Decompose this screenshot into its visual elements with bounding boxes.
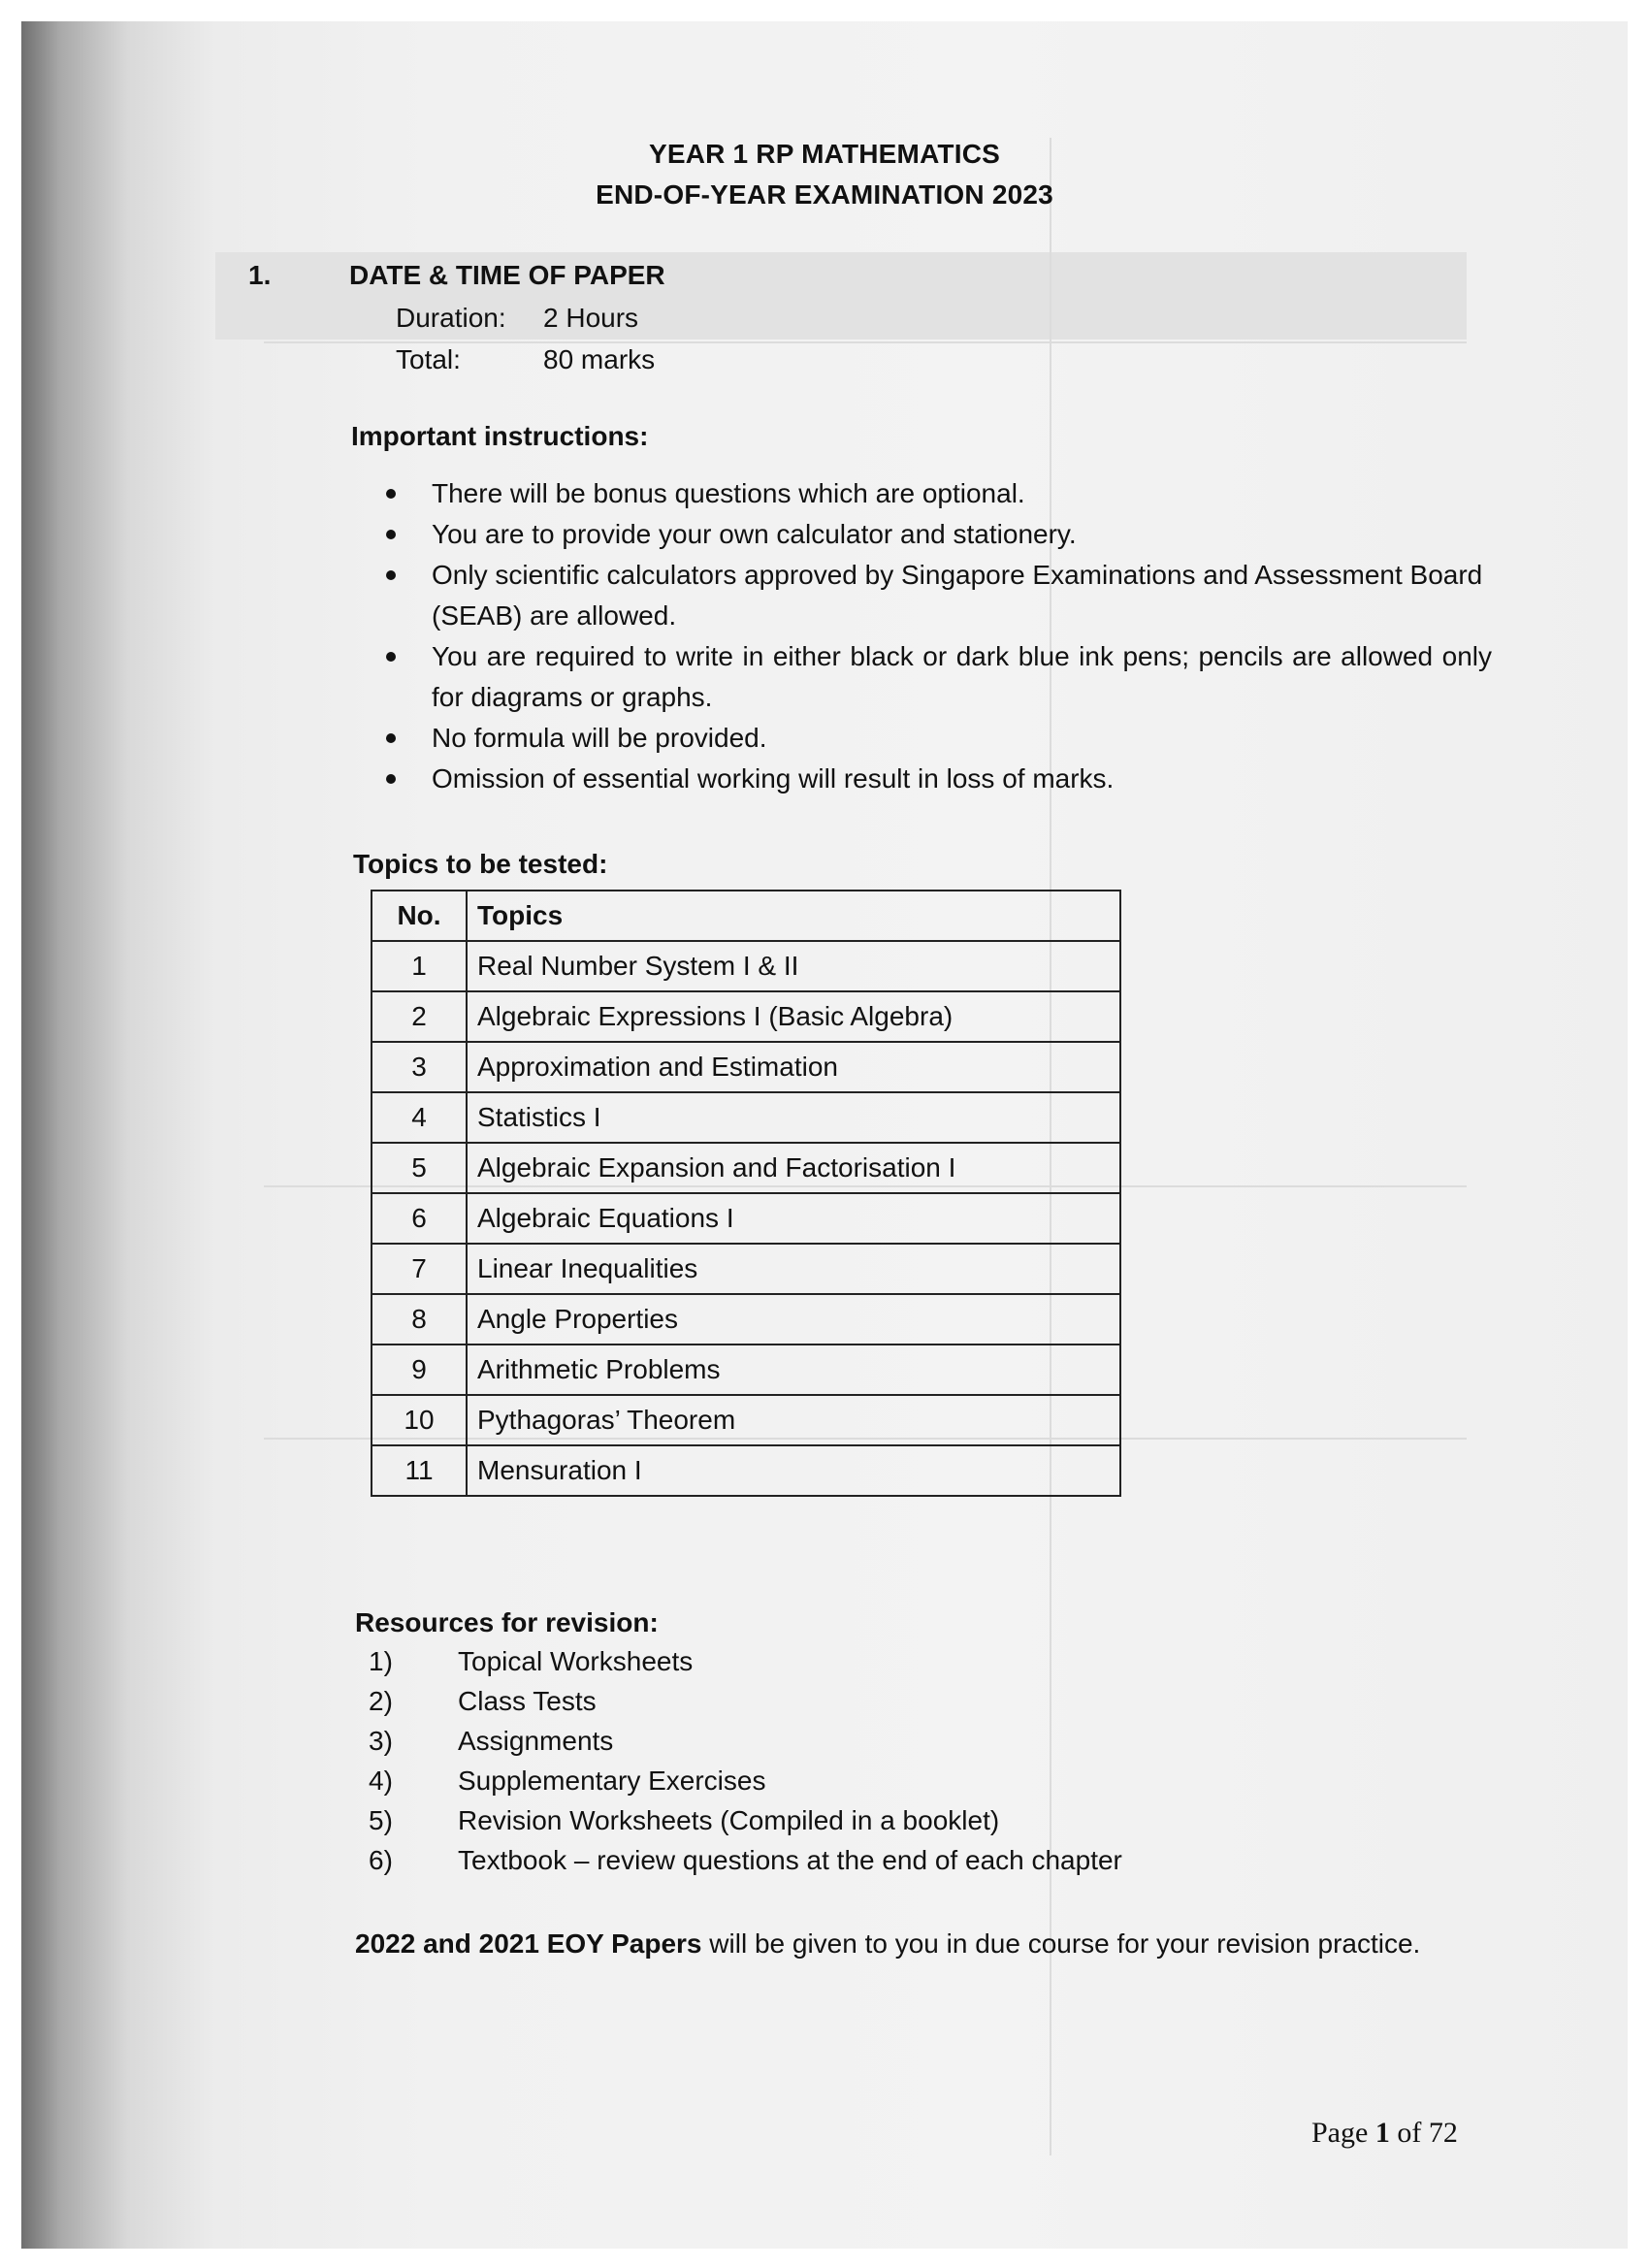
document-page	[21, 21, 1628, 2249]
table-row	[372, 1042, 1120, 1092]
instructions-heading: Important instructions:	[351, 421, 649, 451]
list-item: 5) Revision Worksheets (Compiled in a booklet)	[369, 1805, 1000, 1835]
bullet-icon	[386, 652, 396, 662]
topic-number: 9	[372, 1345, 467, 1395]
table-row	[372, 1092, 1120, 1143]
topic-name: Angle Properties	[467, 1294, 1120, 1345]
topic-name: Approximation and Estimation	[467, 1042, 1120, 1092]
bullet-icon	[386, 489, 396, 499]
table-row	[372, 1445, 1120, 1496]
topic-name: Pythagoras’ Theorem	[467, 1395, 1120, 1445]
topic-number: 4	[372, 1092, 467, 1143]
instruction-item: There will be bonus questions which are optional.	[386, 473, 1492, 514]
list-item: 4) Supplementary Exercises	[369, 1766, 766, 1796]
instruction-item: You are required to write in either black or dark blue ink pens; pencils are allowed only for diagrams or graphs.	[386, 636, 1492, 718]
topic-number: 7	[372, 1244, 467, 1294]
table-row	[372, 1193, 1120, 1244]
column-header-no: No.	[372, 891, 467, 941]
topic-number: 8	[372, 1294, 467, 1345]
topic-number: 3	[372, 1042, 467, 1092]
resources-heading: Resources for revision:	[355, 1607, 659, 1637]
topic-name: Linear Inequalities	[467, 1244, 1120, 1294]
topic-number: 5	[372, 1143, 467, 1193]
bullet-icon	[386, 570, 396, 580]
page-title-line1: YEAR 1 RP MATHEMATICS	[648, 139, 1000, 169]
list-item: 2) Class Tests	[369, 1686, 597, 1716]
eoy-papers-note: 2022 and 2021 EOY Papers will be given to you in due course for your revision practice.	[355, 1928, 1421, 1959]
list-item: 6) Textbook – review questions at the end of each chapter	[369, 1845, 1122, 1875]
topics-heading: Topics to be tested:	[353, 849, 608, 879]
topic-name: Algebraic Expressions I (Basic Algebra)	[467, 991, 1120, 1042]
topic-name: Arithmetic Problems	[467, 1345, 1120, 1395]
topic-number: 11	[372, 1445, 467, 1496]
topic-name: Algebraic Equations I	[467, 1193, 1120, 1244]
topic-name: Statistics I	[467, 1092, 1120, 1143]
list-item: 1) Topical Worksheets	[369, 1646, 694, 1676]
list-item: 3) Assignments	[369, 1726, 614, 1756]
instruction-item: No formula will be provided.	[386, 718, 1492, 759]
section-heading: DATE & TIME OF PAPER	[349, 260, 665, 290]
topic-name: Mensuration I	[467, 1445, 1120, 1496]
bullet-icon	[386, 733, 396, 743]
duration-label: Duration:	[396, 303, 506, 333]
table-row	[372, 1345, 1120, 1395]
total-label: Total:	[396, 344, 461, 374]
section-number: 1.	[248, 260, 272, 290]
duration-value: 2 Hours	[543, 303, 639, 333]
total-value: 80 marks	[543, 344, 656, 374]
instruction-item: You are to provide your own calculator and stationery.	[386, 514, 1492, 555]
table-row	[372, 941, 1120, 991]
instructions-list	[386, 473, 1492, 799]
table-row	[372, 1143, 1120, 1193]
topic-name: Real Number System I & II	[467, 941, 1120, 991]
table-row	[372, 1294, 1120, 1345]
topics-table	[371, 890, 1121, 1497]
topic-number: 10	[372, 1395, 467, 1445]
bullet-icon	[386, 530, 396, 539]
instruction-item: Only scientific calculators approved by Singapore Examinations and Assessment Board (SEAB) are allowed.	[386, 555, 1492, 636]
table-header-row	[372, 891, 1120, 941]
table-row	[372, 1244, 1120, 1294]
instruction-item: Omission of essential working will result in loss of marks.	[386, 759, 1492, 799]
topic-name: Algebraic Expansion and Factorisation I	[467, 1143, 1120, 1193]
table-row	[372, 991, 1120, 1042]
table-row	[372, 1395, 1120, 1445]
bullet-icon	[386, 774, 396, 784]
topic-number: 1	[372, 941, 467, 991]
topic-number: 2	[372, 991, 467, 1042]
page-title-line2: END-OF-YEAR EXAMINATION 2023	[596, 179, 1053, 210]
column-header-topics: Topics	[467, 891, 1120, 941]
topic-number: 6	[372, 1193, 467, 1244]
page-number: Page 1 of 72	[1311, 2117, 1458, 2149]
